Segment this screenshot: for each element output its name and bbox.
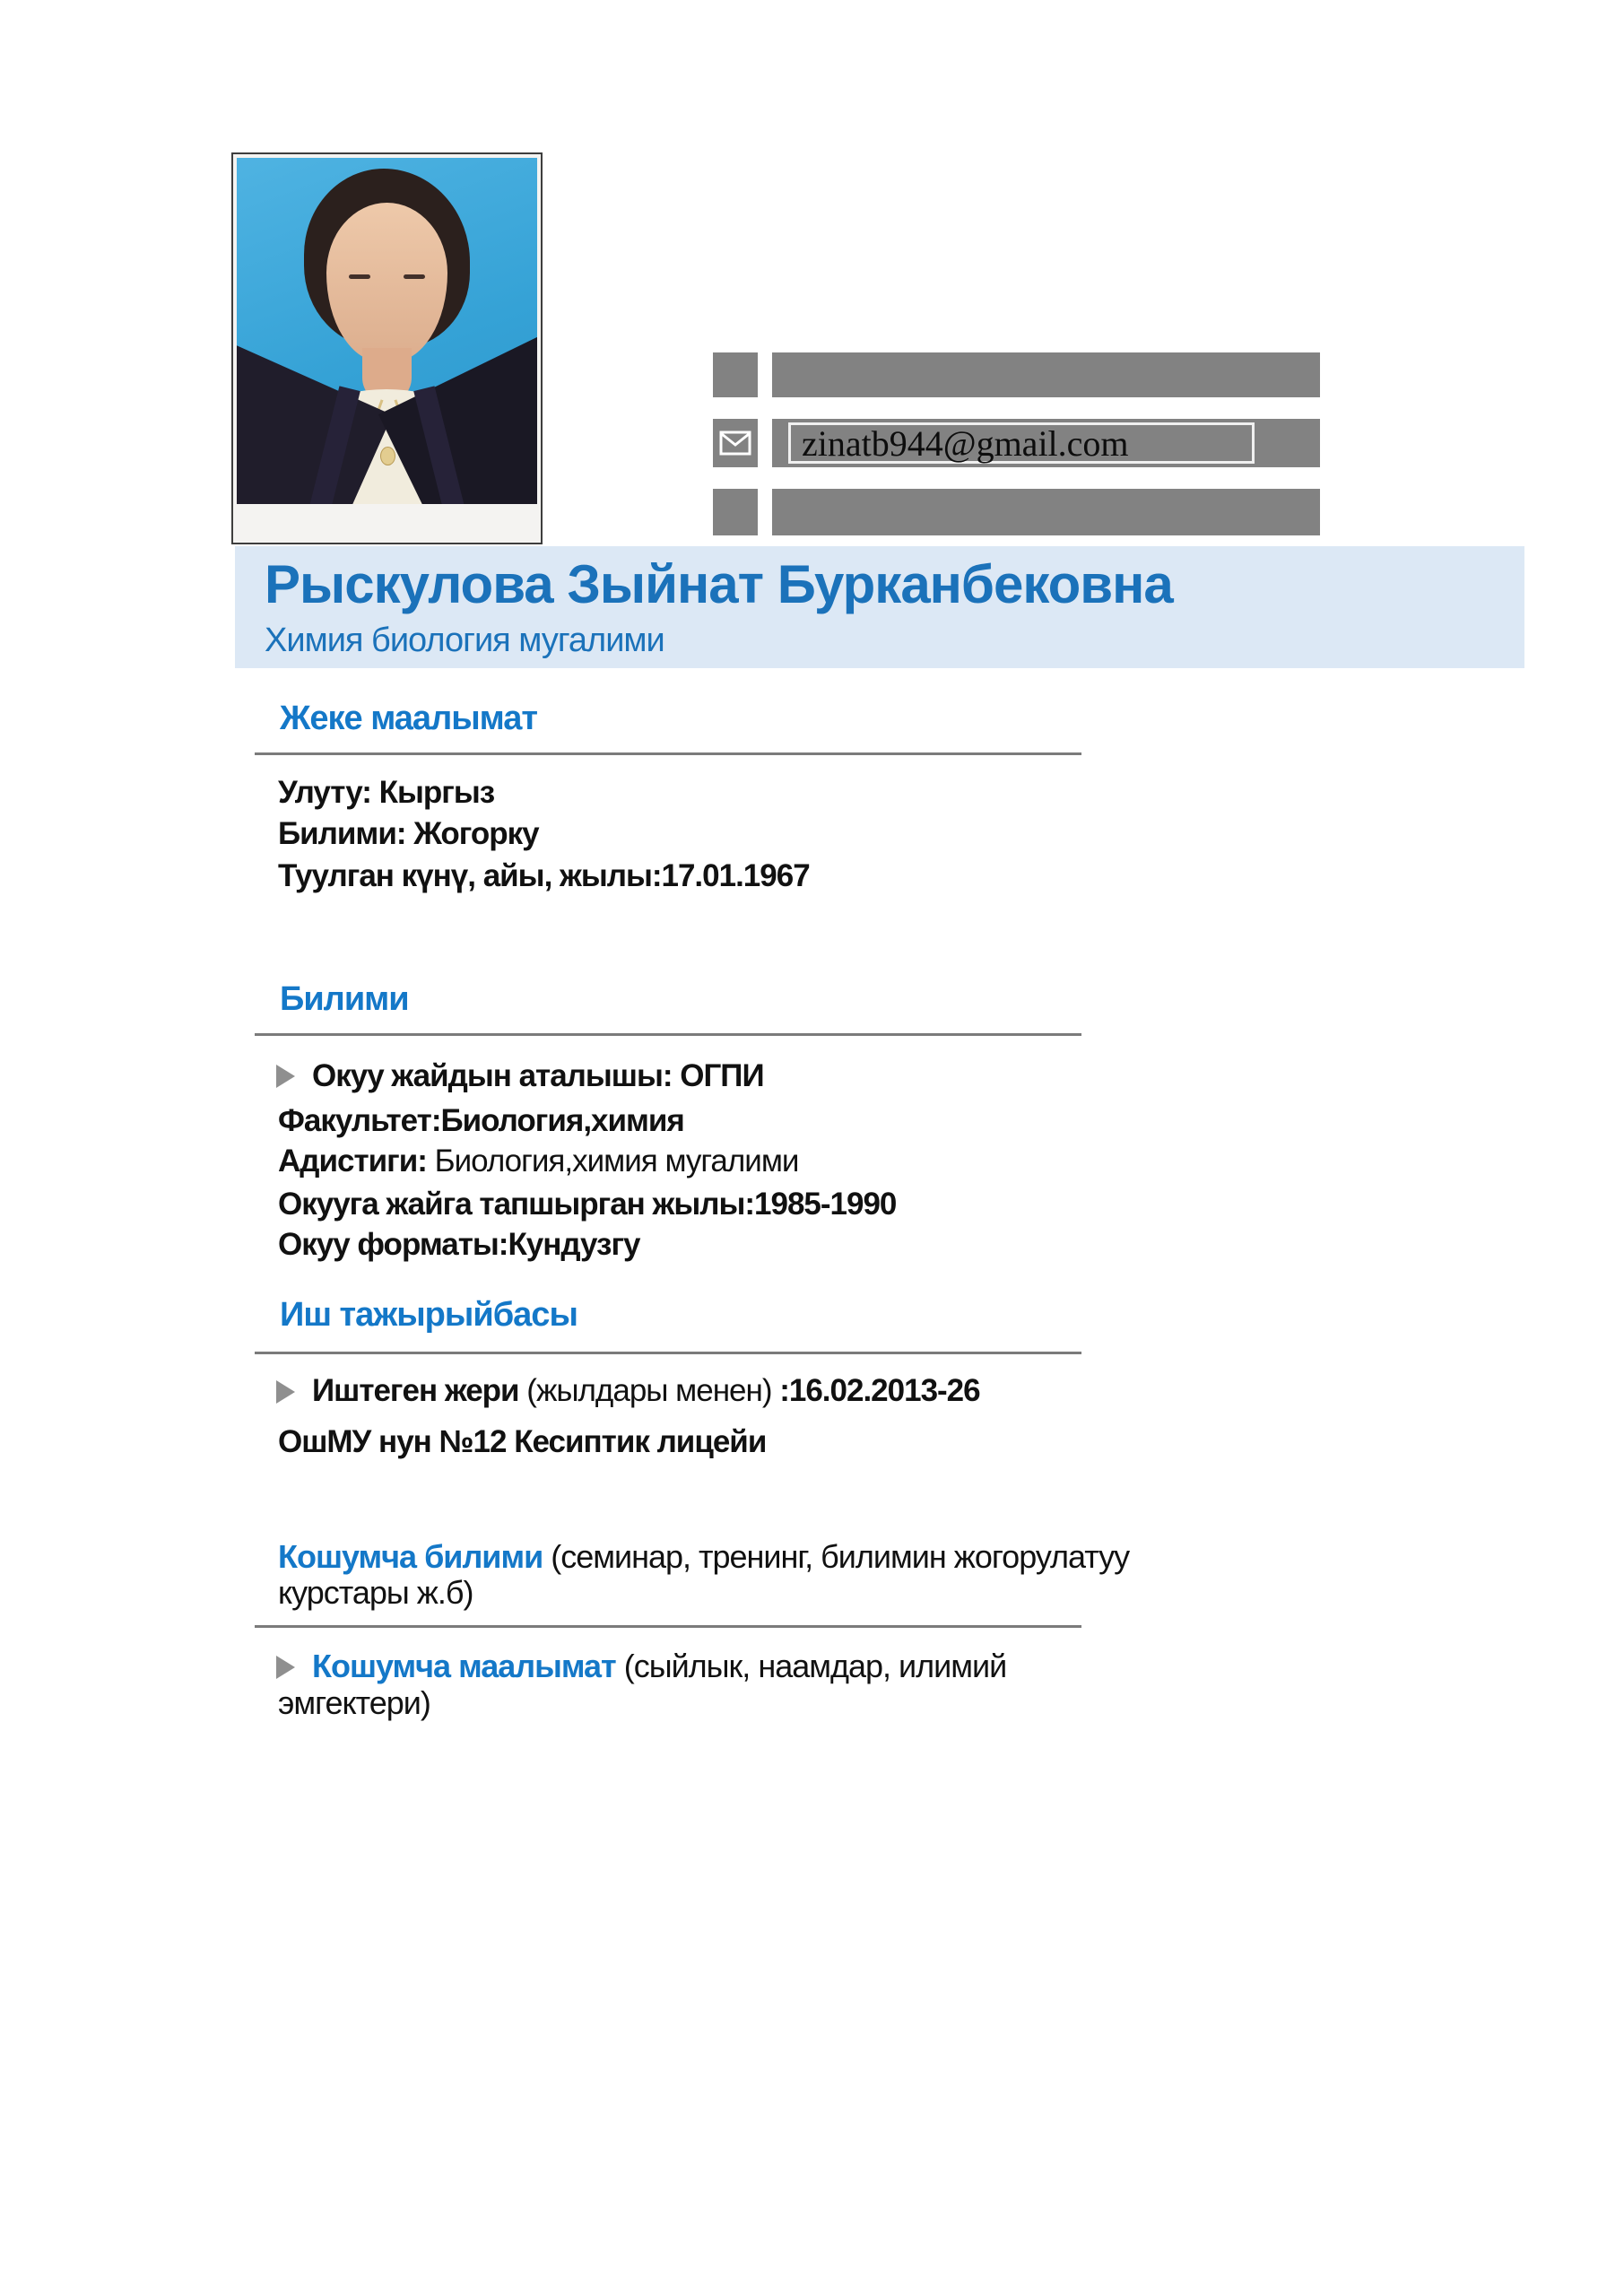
person-name: Рыскулова Зыйнат Бурканбековна: [265, 554, 1173, 614]
contact-redacted-bar-1: [772, 352, 1320, 397]
email-box: [788, 422, 1255, 464]
contact-email-bar: [772, 419, 1320, 467]
education-format-line: Окуу форматы:Кундузгу: [278, 1227, 640, 1262]
envelope-icon: [713, 419, 758, 467]
section-divider: [255, 1625, 1081, 1628]
person-job-title: Химия биология мугалими: [265, 622, 664, 659]
section-divider: [255, 1033, 1081, 1036]
personal-line-education: Билими: Жогорку: [278, 816, 539, 851]
portrait-eye-right: [404, 274, 425, 279]
portrait-photo: [231, 152, 543, 544]
personal-line-birthdate: Туулган күнү, айы, жылы:17.01.1967: [278, 858, 810, 893]
portrait-eye-left: [349, 274, 370, 279]
additional-education-line-2: курстары ж.б): [278, 1574, 473, 1611]
bullet-triangle-icon: [276, 1065, 295, 1088]
section-title-experience: Иш тажырыйбасы: [280, 1296, 578, 1334]
education-speciality-line: [278, 1145, 798, 1177]
experience-dates: :16.02.2013-26: [779, 1373, 980, 1408]
experience-employer-line: ОшМУ нун №12 Кесиптик лицейи: [278, 1424, 767, 1459]
additional-info-line: [312, 1650, 1006, 1683]
contact-icon-placeholder-3: [713, 489, 758, 535]
education-institution-line: Окуу жайдын аталышы: ОГПИ: [312, 1058, 764, 1093]
section-title-education: Билими: [280, 980, 409, 1018]
email-icon-tile: [713, 419, 758, 467]
email-address: zinatb944@gmail.com: [802, 422, 1129, 464]
speciality-label: Адистиги:: [278, 1144, 435, 1178]
name-band: [235, 546, 1524, 668]
bullet-triangle-icon: [276, 1380, 295, 1404]
additional-education-line: [278, 1538, 1130, 1575]
education-years-line: Окууга жайга тапшырган жылы:1985-1990: [278, 1187, 897, 1222]
section-divider: [255, 1352, 1081, 1354]
experience-place-note: (жылдары менен): [518, 1373, 780, 1408]
additional-education-title: Кошумча билими: [278, 1538, 543, 1575]
bullet-triangle-icon: [276, 1656, 295, 1679]
experience-place-label: Иштеген жери: [312, 1373, 519, 1408]
section-title-personal: Жеке маалымат: [280, 700, 538, 737]
speciality-value: Биология,химия мугалими: [434, 1144, 799, 1178]
additional-education-note: (семинар, тренинг, билимин жогорулатуу: [543, 1538, 1130, 1575]
additional-info-title: Кошумча маалымат: [312, 1648, 616, 1684]
contact-redacted-bar-3: [772, 489, 1320, 535]
personal-line-nationality: Улуту: Кыргыз: [278, 775, 495, 810]
education-faculty-line: Факультет:Биология,химия: [278, 1103, 684, 1138]
additional-info-line-2: эмгектери): [278, 1684, 430, 1721]
experience-place-line: [312, 1375, 980, 1406]
contact-icon-placeholder-1: [713, 352, 758, 397]
portrait-necklace-pendant: [380, 447, 395, 465]
portrait-image: [237, 158, 537, 504]
section-divider: [255, 752, 1081, 755]
portrait-face-shape: [326, 203, 447, 362]
additional-info-note: (сыйлык, наамдар, илимий: [615, 1648, 1007, 1684]
